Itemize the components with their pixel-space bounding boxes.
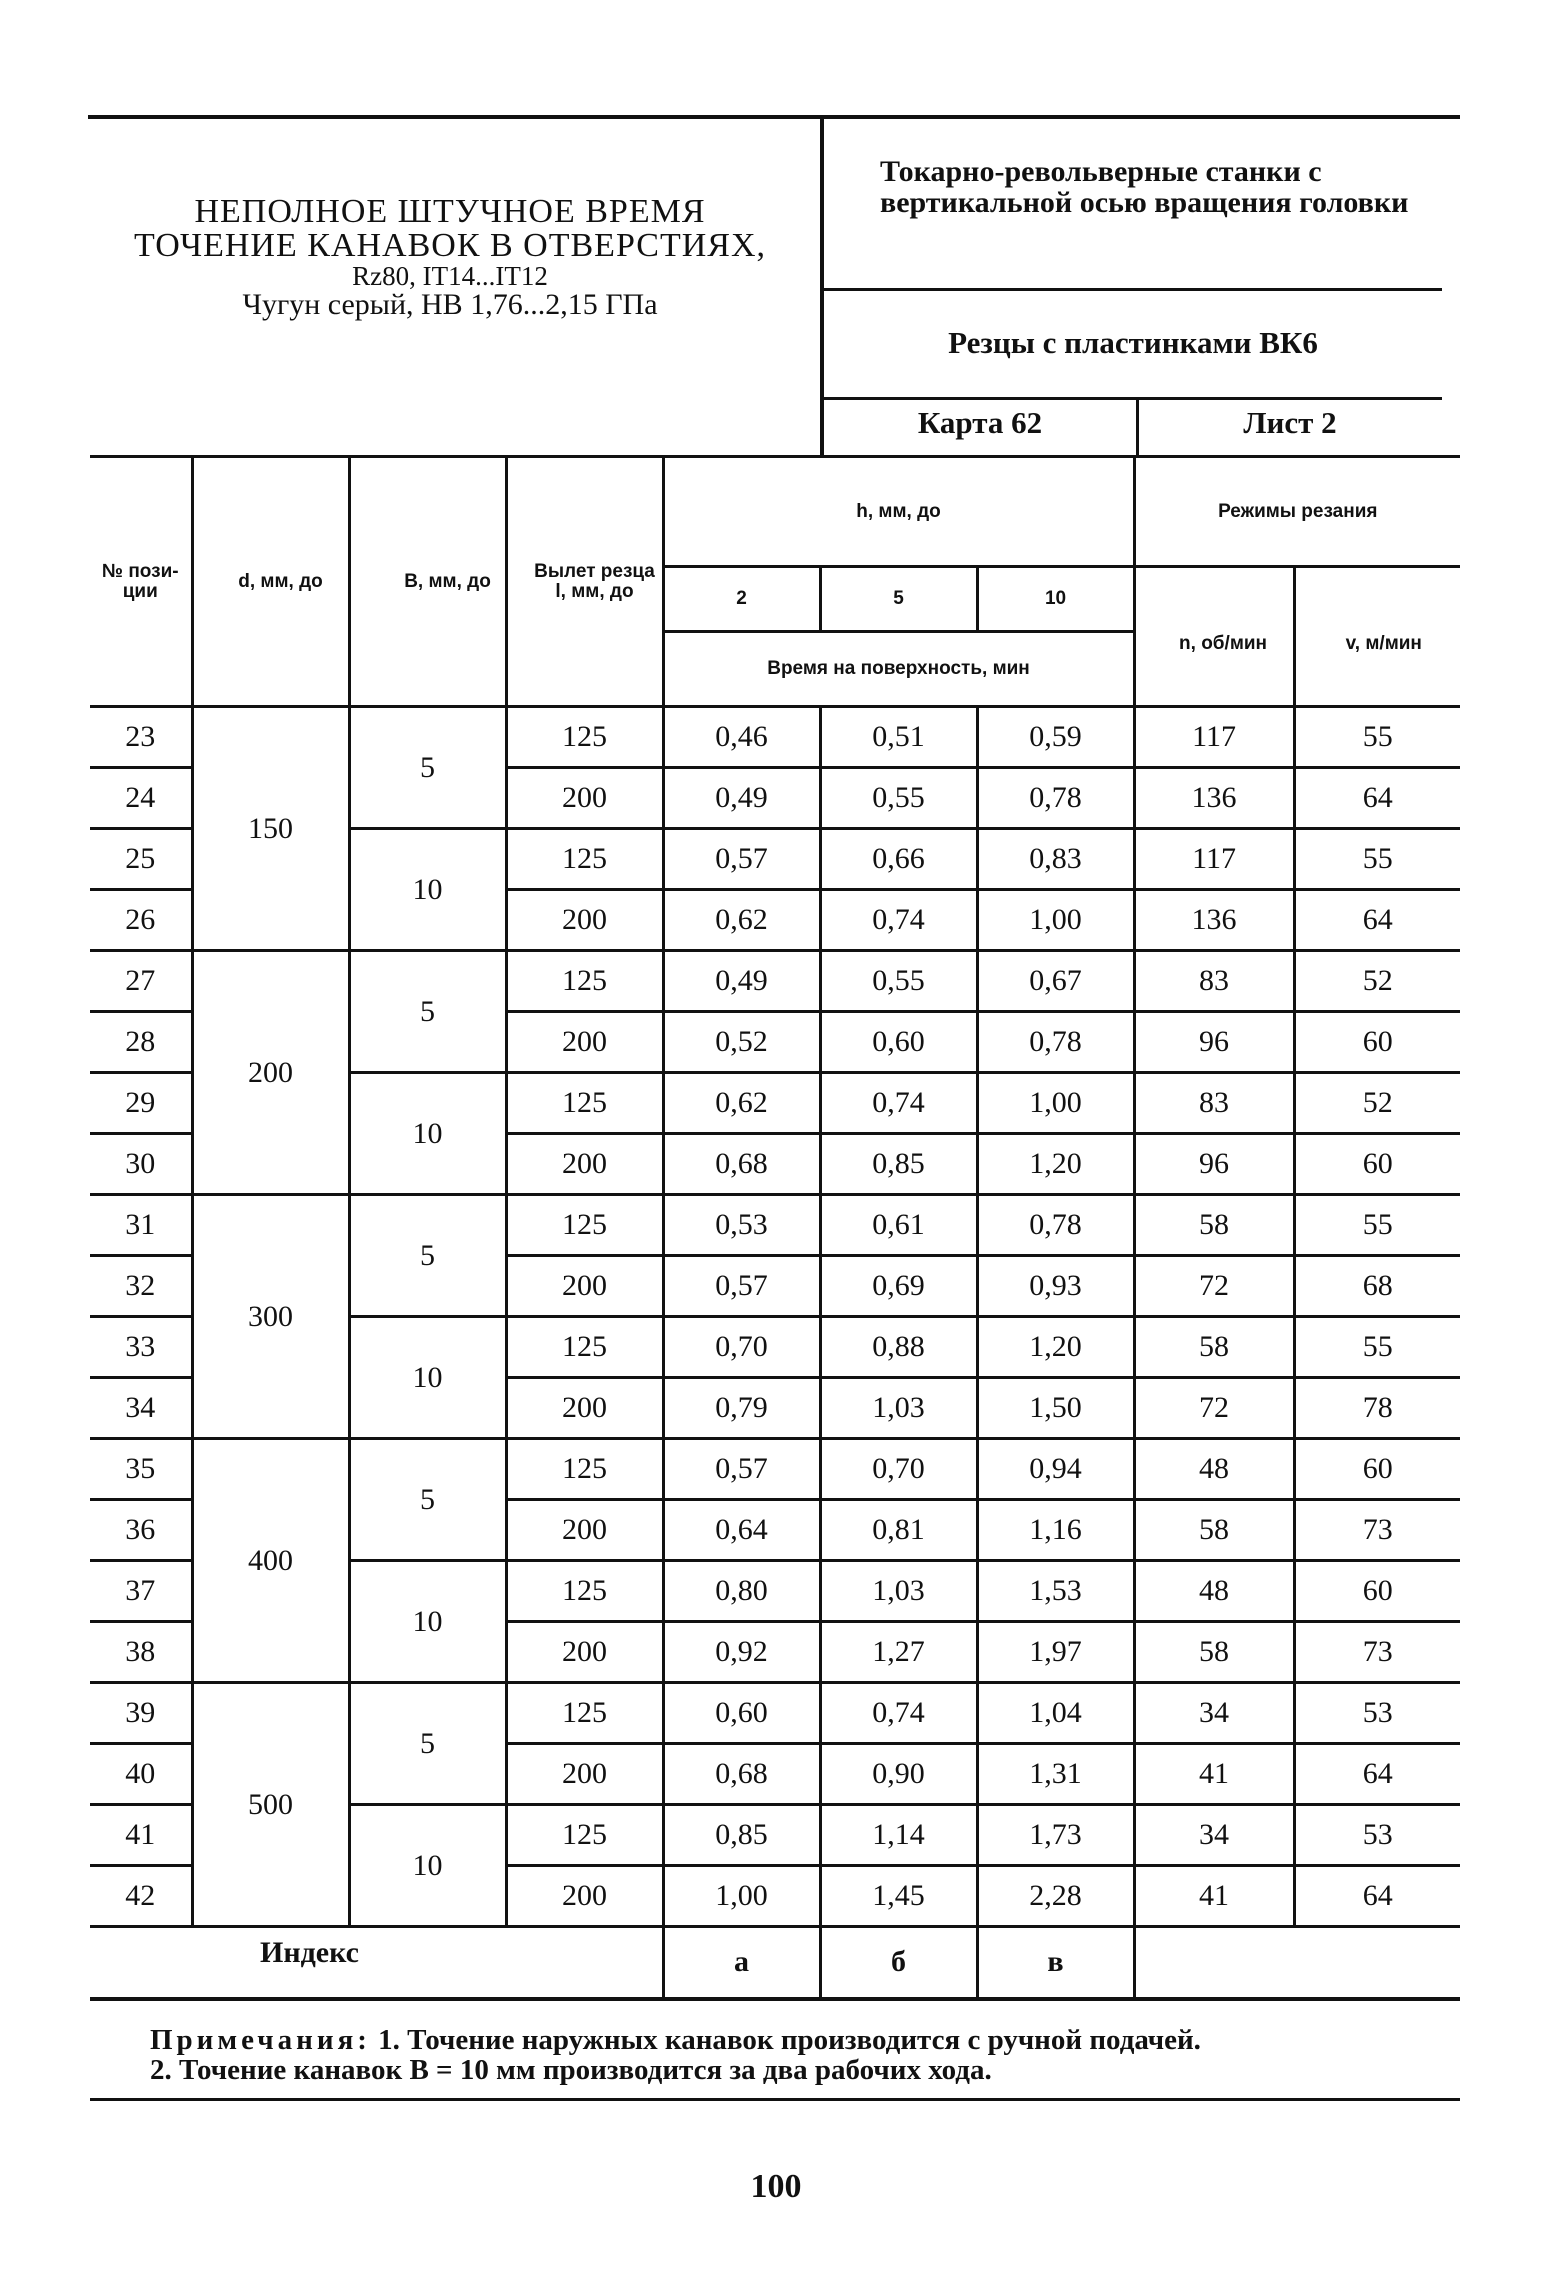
table-row xyxy=(90,951,1460,1012)
cell-t1: 0,80 xyxy=(663,1561,820,1622)
cell-t1: 0,53 xyxy=(663,1195,820,1256)
cell-l: 125 xyxy=(506,1439,663,1500)
cell-pos: 35 xyxy=(90,1439,192,1500)
cell-t3: 2,28 xyxy=(977,1866,1134,1927)
cell-t2: 1,14 xyxy=(820,1805,977,1866)
cell-l: 125 xyxy=(506,1317,663,1378)
cell-v: 52 xyxy=(1294,1073,1460,1134)
col-n-header: n, об/мин xyxy=(1134,567,1294,707)
cell-pos: 42 xyxy=(125,1879,156,1912)
cell-v: 64 xyxy=(1294,1744,1460,1805)
cell-d: 150 xyxy=(192,707,349,951)
cell-l: 200 xyxy=(506,768,663,829)
cell-t2: 1,03 xyxy=(820,1561,977,1622)
cell-t1: 0,92 xyxy=(663,1622,820,1683)
cell-t1: 0,68 xyxy=(663,1134,820,1195)
cell-n: 48 xyxy=(1134,1439,1294,1500)
cell-pos: 38 xyxy=(90,1622,192,1683)
cell-n: 41 xyxy=(1134,1744,1294,1805)
title-line-2: ТОЧЕНИЕ КАНАВОК В ОТВЕРСТИЯХ, xyxy=(133,227,767,264)
cell-l: 200 xyxy=(506,1378,663,1439)
cell-v: 52 xyxy=(1294,951,1460,1012)
card-divider xyxy=(1136,400,1139,455)
notes-prefix: Примечания: xyxy=(150,2024,371,2056)
notes-line-1: 1. Точение наружных канавок производится с ручной подачей. xyxy=(378,2024,1201,2056)
cell-n: 117 xyxy=(1134,707,1294,768)
cell-pos: 24 xyxy=(90,768,192,829)
col-pos-header: № пози-ции xyxy=(90,457,192,707)
cell-t3: 1,04 xyxy=(977,1683,1134,1744)
notes xyxy=(150,2025,1430,2086)
col-h-2: 2 xyxy=(663,567,820,632)
cell-v: 53 xyxy=(1294,1683,1460,1744)
col-modes-header: Режимы резания xyxy=(1134,457,1460,567)
cell-n: 58 xyxy=(1134,1195,1294,1256)
cell-v: 64 xyxy=(1294,768,1460,829)
machine-rule xyxy=(822,288,1442,291)
card-number: Карта 62 xyxy=(917,405,1043,440)
cell-t3: 1,50 xyxy=(977,1378,1134,1439)
cell-t2: 0,70 xyxy=(820,1439,977,1500)
tool-type: Резцы с пластинками ВК6 xyxy=(948,325,1318,360)
cell-b: 10 xyxy=(349,1073,506,1195)
cell-b: 10 xyxy=(349,1561,506,1683)
cell-v: 64 xyxy=(1294,890,1460,951)
table-row xyxy=(90,1195,1460,1256)
col-v-header: v, м/мин xyxy=(1294,567,1460,707)
index-b: б xyxy=(820,1927,977,1999)
data-table xyxy=(90,455,1460,2001)
cell-pos: 29 xyxy=(90,1073,192,1134)
top-rule xyxy=(88,115,1460,119)
title-line-3: Rz80, IT14...IT12 xyxy=(352,261,548,291)
cell-pos: 41 xyxy=(90,1805,192,1866)
cell-t3: 1,20 xyxy=(977,1134,1134,1195)
cell-n: 117 xyxy=(1134,829,1294,890)
table-body xyxy=(90,707,1460,1927)
cell-t3: 0,78 xyxy=(977,1012,1134,1073)
cell-pos: 34 xyxy=(90,1378,192,1439)
tool-rule xyxy=(822,397,1442,400)
cell-t2: 0,90 xyxy=(820,1744,977,1805)
cell-v: 55 xyxy=(1294,1317,1460,1378)
cell-t3: 1,00 xyxy=(977,890,1134,951)
col-b-header: В, мм, до xyxy=(349,457,506,707)
cell-l: 125 xyxy=(506,951,663,1012)
col-h-5: 5 xyxy=(820,567,977,632)
cell-v: 68 xyxy=(1294,1256,1460,1317)
cell-n: 83 xyxy=(1134,951,1294,1012)
cell-v: 55 xyxy=(1294,829,1460,890)
cell-pos: 40 xyxy=(90,1744,192,1805)
cell-d: 500 xyxy=(192,1683,349,1927)
cell-t3: 0,83 xyxy=(977,829,1134,890)
cell-b: 10 xyxy=(349,1317,506,1439)
cell-v: 73 xyxy=(1294,1622,1460,1683)
cell-n: 136 xyxy=(1134,768,1294,829)
cell-b: 10 xyxy=(349,829,506,951)
cell-l: 125 xyxy=(506,1073,663,1134)
cell-t3: 1,20 xyxy=(977,1317,1134,1378)
cell-v: 55 xyxy=(1294,1195,1460,1256)
cell-v: 78 xyxy=(1294,1378,1460,1439)
cell-pos: 26 xyxy=(90,890,192,951)
cell-l: 200 xyxy=(506,1012,663,1073)
cell-l: 125 xyxy=(506,1561,663,1622)
cell-v: 64 xyxy=(1294,1866,1460,1927)
cell-l: 125 xyxy=(506,1805,663,1866)
notes-line-2: 2. Точение канавок В = 10 мм производится за два рабочих хода. xyxy=(150,2054,992,2087)
cell-l: 200 xyxy=(506,890,663,951)
cell-l: 200 xyxy=(506,1134,663,1195)
cell-t2: 0,88 xyxy=(820,1317,977,1378)
cell-pos: 36 xyxy=(90,1500,192,1561)
cell-t1: 0,79 xyxy=(663,1378,820,1439)
cell-t1: 0,57 xyxy=(663,1256,820,1317)
cell-t3: 0,78 xyxy=(977,1195,1134,1256)
cell-l: 125 xyxy=(506,829,663,890)
cell-t1: 0,49 xyxy=(663,951,820,1012)
cell-t2: 0,74 xyxy=(820,1073,977,1134)
cell-n: 72 xyxy=(1134,1256,1294,1317)
cell-t1: 0,46 xyxy=(663,707,820,768)
cell-t3: 1,97 xyxy=(977,1622,1134,1683)
sheet-number: Лист 2 xyxy=(1243,405,1337,440)
cell-pos: 39 xyxy=(90,1683,192,1744)
cell-n: 58 xyxy=(1134,1622,1294,1683)
cell-t1: 0,49 xyxy=(663,768,820,829)
cell-v: 73 xyxy=(1294,1500,1460,1561)
cell-t2: 0,61 xyxy=(820,1195,977,1256)
document-title xyxy=(90,195,810,320)
cell-v: 60 xyxy=(1294,1134,1460,1195)
title-line-1: НЕПОЛНОЕ ШТУЧНОЕ ВРЕМЯ xyxy=(194,193,706,230)
cell-t1: 0,57 xyxy=(663,1439,820,1500)
cell-t3: 1,16 xyxy=(977,1500,1134,1561)
cell-pos: 25 xyxy=(90,829,192,890)
cell-t2: 0,69 xyxy=(820,1256,977,1317)
cell-l: 125 xyxy=(506,1683,663,1744)
page-number: 100 xyxy=(750,2168,802,2205)
time-header: Время на поверхность, мин xyxy=(663,632,1134,707)
col-h-10: 10 xyxy=(977,567,1134,632)
bottom-rule xyxy=(90,2098,1460,2101)
cell-t2: 0,60 xyxy=(820,1012,977,1073)
cell-t1: 0,70 xyxy=(663,1317,820,1378)
cell-t3: 0,59 xyxy=(977,707,1134,768)
cell-pos: 31 xyxy=(90,1195,192,1256)
title-line-4: Чугун серый, НВ 1,76...2,15 ГПа xyxy=(242,288,658,321)
cell-v: 55 xyxy=(1294,707,1460,768)
cell-pos: 37 xyxy=(90,1561,192,1622)
cell-t3: 1,73 xyxy=(977,1805,1134,1866)
table-row xyxy=(90,1683,1460,1744)
cell-t1: 0,60 xyxy=(663,1683,820,1744)
cell-t2: 0,66 xyxy=(820,829,977,890)
cell-b: 5 xyxy=(349,1439,506,1561)
cell-t1: 0,62 xyxy=(663,1073,820,1134)
cell-n: 58 xyxy=(1134,1317,1294,1378)
cell-t1: 0,85 xyxy=(663,1805,820,1866)
cell-pos: 33 xyxy=(90,1317,192,1378)
cell-b: 5 xyxy=(349,1683,506,1805)
cell-pos: 28 xyxy=(90,1012,192,1073)
cell-d: 400 xyxy=(192,1439,349,1683)
cell-t3: 1,31 xyxy=(977,1744,1134,1805)
cell-n: 34 xyxy=(1134,1683,1294,1744)
cell-b: 5 xyxy=(349,951,506,1073)
cell-n: 83 xyxy=(1134,1073,1294,1134)
cell-b: 5 xyxy=(349,707,506,829)
cell-n: 96 xyxy=(1134,1012,1294,1073)
cell-t1: 1,00 xyxy=(663,1866,820,1927)
cell-t2: 1,03 xyxy=(820,1378,977,1439)
cell-t2: 0,74 xyxy=(820,1683,977,1744)
cell-n: 72 xyxy=(1134,1378,1294,1439)
cell-l: 200 xyxy=(506,1866,663,1927)
cell-t3: 0,94 xyxy=(977,1439,1134,1500)
cell-d: 200 xyxy=(192,951,349,1195)
cell-t3: 1,53 xyxy=(977,1561,1134,1622)
cell-t1: 0,52 xyxy=(663,1012,820,1073)
index-label: Индекс xyxy=(90,1927,663,1999)
cell-t1: 0,62 xyxy=(663,890,820,951)
cell-t2: 0,81 xyxy=(820,1500,977,1561)
machine-type: Токарно-револьверные станки с вертикальной осью вращения головки xyxy=(880,155,1409,219)
cell-l: 200 xyxy=(506,1622,663,1683)
col-h-header: h, мм, до xyxy=(663,457,1134,567)
table-row xyxy=(90,1439,1460,1500)
cell-t2: 0,55 xyxy=(820,951,977,1012)
cell-l: 125 xyxy=(506,707,663,768)
cell-n: 48 xyxy=(1134,1561,1294,1622)
cell-n: 58 xyxy=(1134,1500,1294,1561)
index-a: а xyxy=(663,1927,820,1999)
cell-t1: 0,68 xyxy=(663,1744,820,1805)
cell-d: 300 xyxy=(192,1195,349,1439)
col-d-header: d, мм, до xyxy=(192,457,349,707)
cell-l: 200 xyxy=(506,1744,663,1805)
col-overhang-header: Вылет резца l, мм, до xyxy=(506,457,663,707)
cell-b: 10 xyxy=(349,1805,506,1927)
cell-t1: 0,57 xyxy=(663,829,820,890)
cell-t1: 0,64 xyxy=(663,1500,820,1561)
cell-t3: 0,93 xyxy=(977,1256,1134,1317)
cell-v: 60 xyxy=(1294,1012,1460,1073)
cell-pos: 27 xyxy=(90,951,192,1012)
cell-v: 60 xyxy=(1294,1561,1460,1622)
index-c: в xyxy=(977,1927,1134,1999)
cell-pos: 32 xyxy=(90,1256,192,1317)
cell-t2: 0,74 xyxy=(820,890,977,951)
cell-l: 200 xyxy=(506,1256,663,1317)
cell-t2: 1,27 xyxy=(820,1622,977,1683)
index-empty xyxy=(1134,1927,1460,1999)
cell-pos: 23 xyxy=(90,707,192,768)
table-row xyxy=(90,707,1460,768)
cell-t2: 0,85 xyxy=(820,1134,977,1195)
cell-n: 96 xyxy=(1134,1134,1294,1195)
cell-t3: 0,78 xyxy=(977,768,1134,829)
cell-pos: 30 xyxy=(90,1134,192,1195)
cell-t2: 0,55 xyxy=(820,768,977,829)
cell-v: 53 xyxy=(1294,1805,1460,1866)
cell-n: 41 xyxy=(1134,1866,1294,1927)
cell-t3: 1,00 xyxy=(977,1073,1134,1134)
cell-l: 125 xyxy=(506,1195,663,1256)
cell-b: 5 xyxy=(349,1195,506,1317)
cell-l: 200 xyxy=(506,1500,663,1561)
cell-n: 34 xyxy=(1134,1805,1294,1866)
cell-t3: 0,67 xyxy=(977,951,1134,1012)
cell-t2: 1,45 xyxy=(820,1866,977,1927)
cell-v: 60 xyxy=(1294,1439,1460,1500)
cell-n: 136 xyxy=(1134,890,1294,951)
cell-t2: 0,51 xyxy=(820,707,977,768)
